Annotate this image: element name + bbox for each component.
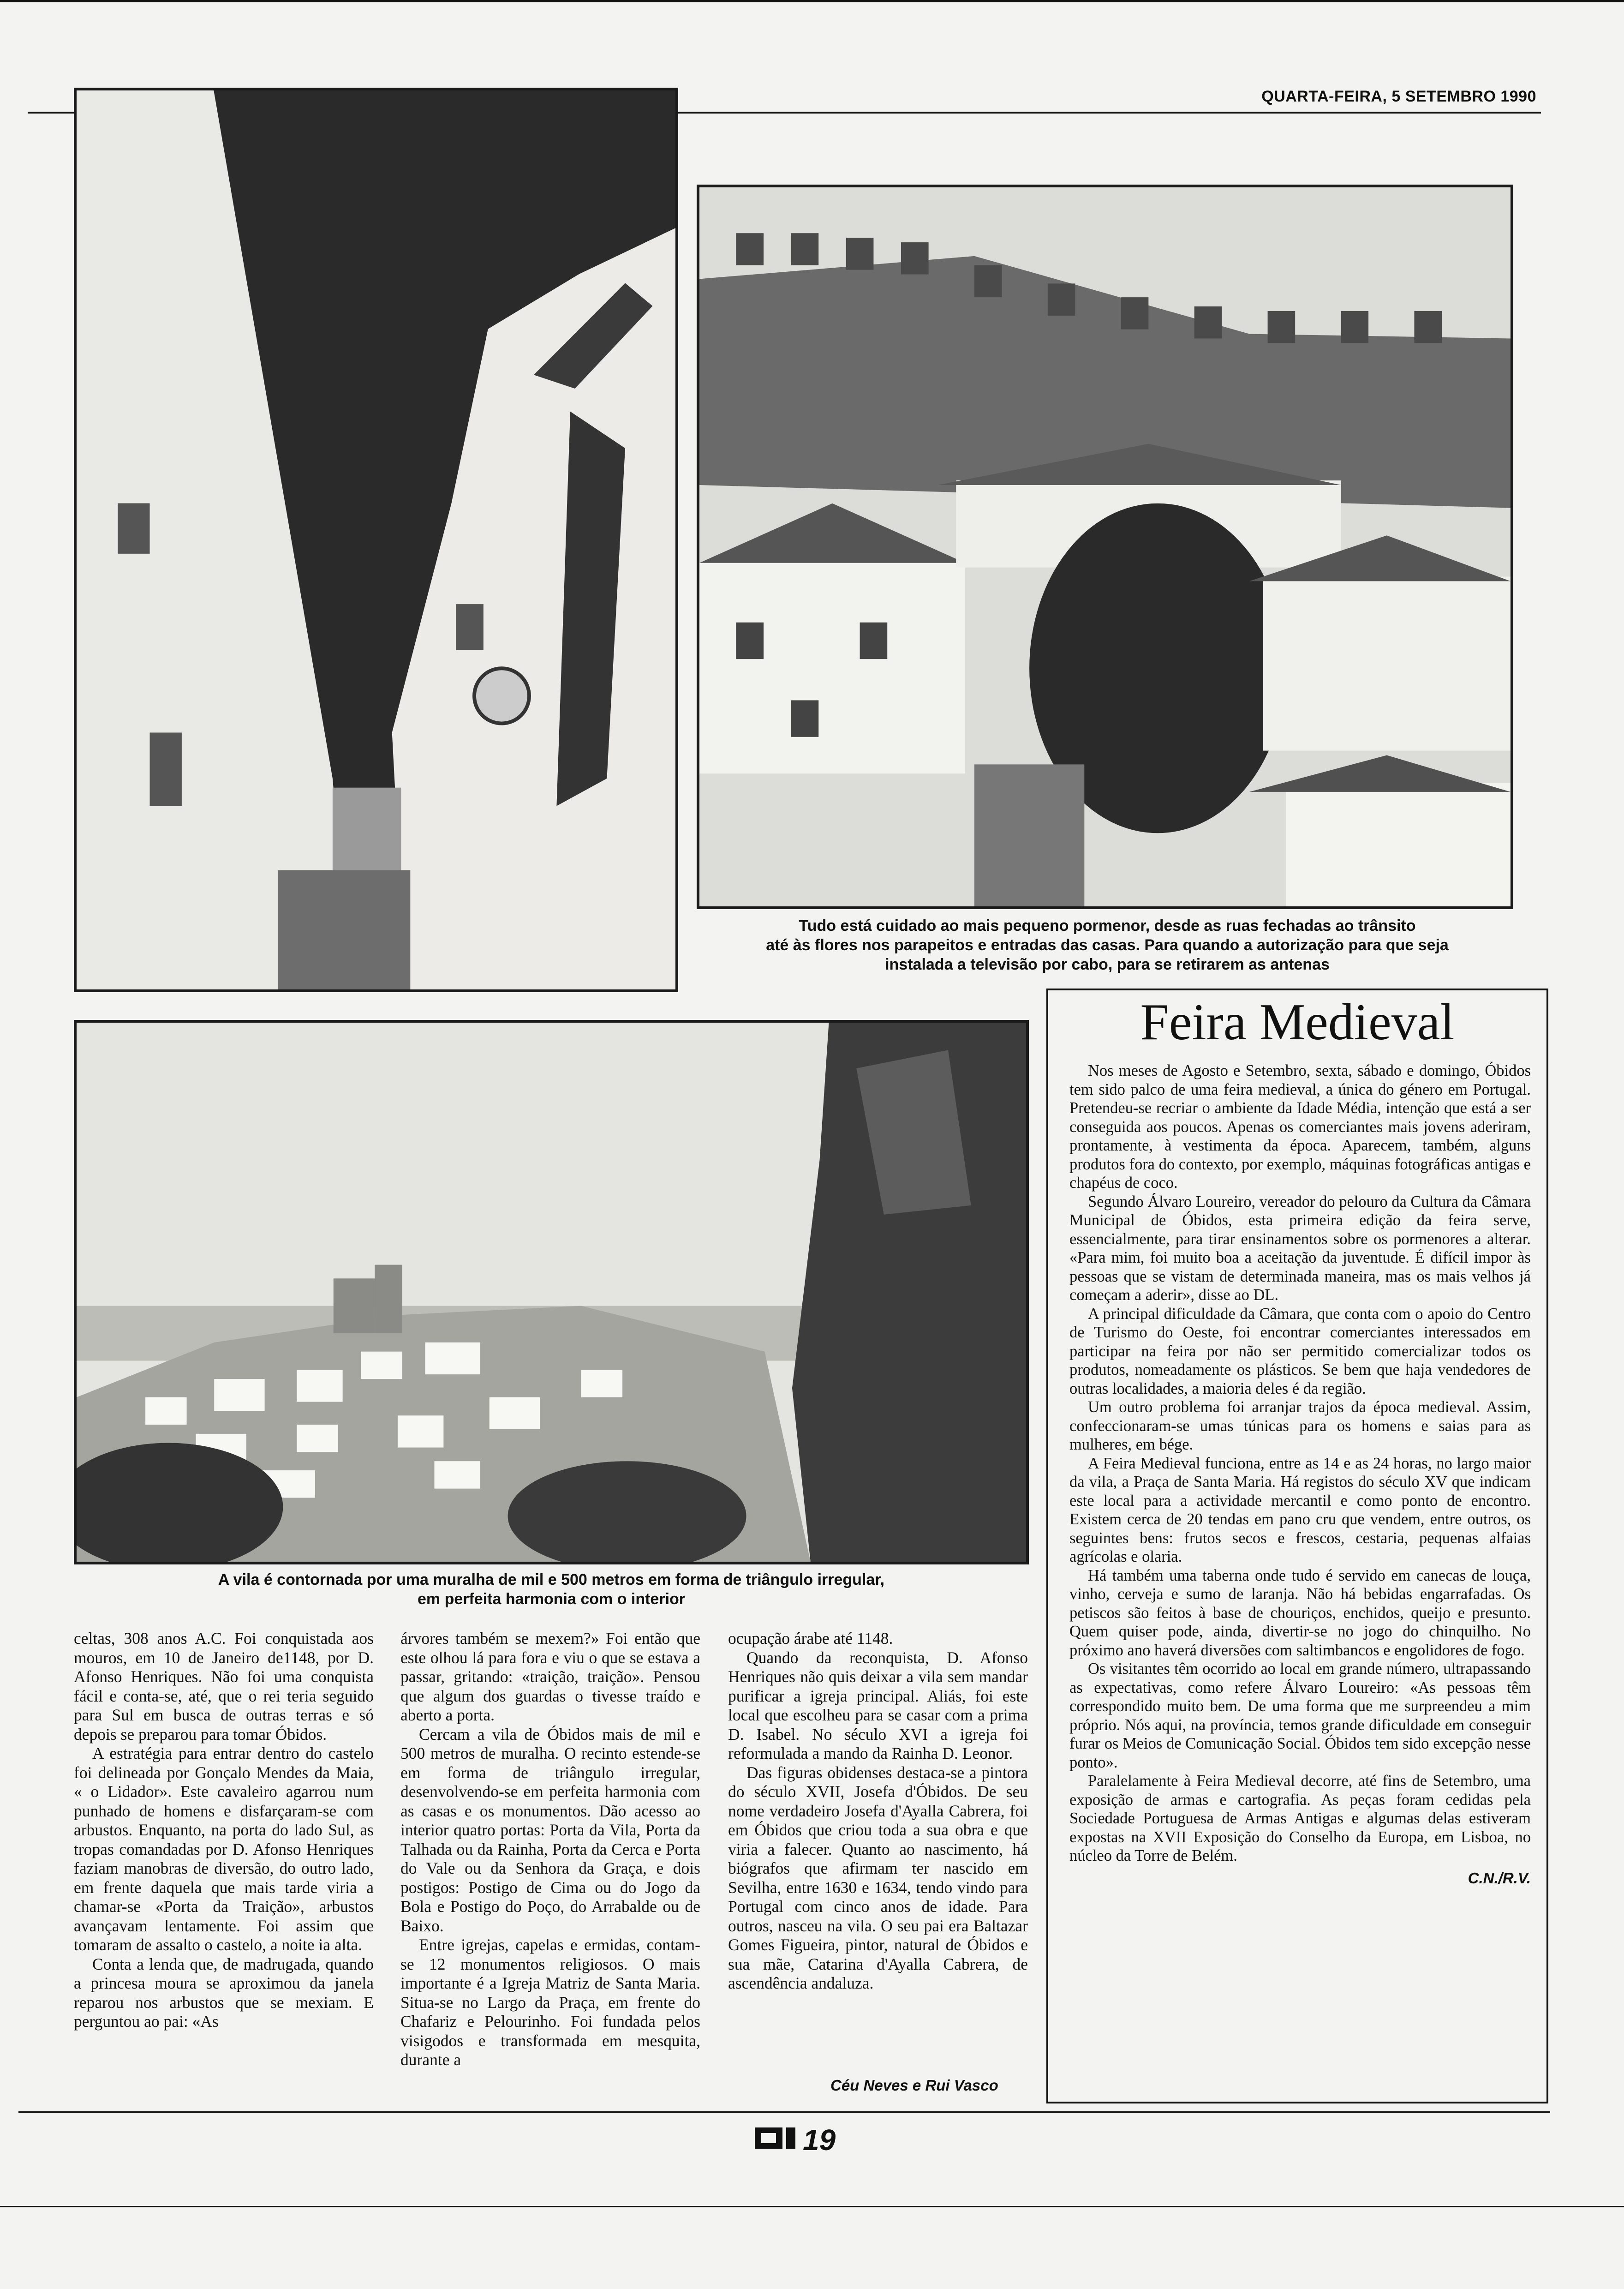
- bottom-rule: [0, 2206, 1624, 2207]
- caption-line: instalada a televisão por cabo, para se retirarem as antenas: [885, 956, 1330, 973]
- caption-line: A vila é contornada por uma muralha de mil e 500 metros em forma de triângulo irregular,: [218, 1571, 885, 1588]
- panorama-photo-caption: [74, 1570, 1029, 1609]
- article-paragraph: árvores também se mexem?» Foi então que este olhou lá para fora e viu o que se estava a passar, gritando: «traição, traição». Pensou que algum dos guardas o tivesse traído e aberto a porta.: [400, 1629, 700, 1724]
- sidebar-signature: C.N./R.V.: [1468, 1869, 1531, 1887]
- castle-photo-caption: [692, 916, 1522, 974]
- top-rule: [0, 0, 1624, 2]
- dateline: QUARTA-FEIRA, 5 SETEMBRO 1990: [1261, 88, 1536, 105]
- sidebar-paragraph: A principal dificuldade da Câmara, que conta com o apoio do Centro de Turismo do Oeste, foi encontrar comerciantes interessados em participar na feira por não ser permitido comercializar todos os produtos, nomeadamente os plásticos. Se bem que haja vendedores de outras localidades, a maioria deles é da região.: [1069, 1305, 1531, 1397]
- castle-wall-photo: [697, 185, 1513, 909]
- sidebar-paragraph: Há também uma taberna onde tudo é servido em canecas de louça, vinho, cerveja e sumo de laranja. Não há bebidas engarrafadas. Os petiscos são feitos à base de chouriços, enchidos, queijo e presunto. Quem quiser pode, ainda, divertir-se no jogo do chinquilho. No próximo ano haverá diversões com saltimbancos e engolidores de fogo.: [1069, 1566, 1531, 1659]
- sidebar-paragraph: Nos meses de Agosto e Setembro, sexta, sábado e domingo, Óbidos tem sido palco de uma feira medieval, a única do género em Portugal. Pretendeu-se recriar o ambiente da Idade Média, intenção que está a ser conseguida aos poucos. Apenas os comerciantes mais jovens aderiram, prontamente, à vestimenta da época. Aparecem, também, alguns produtos fora do contexto, por exemplo, máquinas fotográficas antigas e chapéus de coco.: [1069, 1062, 1531, 1192]
- village-panorama-photo: [74, 1020, 1029, 1564]
- sidebar-paragraph: Segundo Álvaro Loureiro, vereador do pelouro da Cultura da Câmara Municipal de Óbidos, esta primeira edição da feira serve, essencialmente, para tirar ensinamentos sobre os pormenores a alterar. «Para mim, foi muito boa a aceitação da juventude. É difícil impor às pessoas que se vistam de determinada maneira, mas os mais velhos já começam a aderir», disse ao DL.: [1069, 1192, 1531, 1304]
- article-paragraph: Quando da reconquista, D. Afonso Henriques não quis deixar a vila sem mandar purificar a igreja principal. Aliás, foi este local que escolheu para se casar com a prima D. Isabel. No século XVI a igreja foi reformulada a mando da Rainha D. Leonor.: [728, 1648, 1028, 1762]
- article-paragraph: Entre igrejas, capelas e ermidas, contam-se 12 monumentos religiosos. O mais importante é a Igreja Matriz de Santa Maria. Situa-se no Largo da Praça, em frente do Chafariz e Pelourinho. Foi fundada pelos visigodos e transformada em mesquita, durante a: [400, 1935, 700, 2069]
- caption-line: até às flores nos parapeitos e entradas das casas. Para quando a autorização para que seja: [766, 936, 1449, 954]
- article-paragraph: Conta a lenda que, de madrugada, quando a princesa moura se aproximou da janela reparou nos arbustos que se mexiam. E perguntou ao pai: «As: [74, 1954, 374, 2031]
- sidebar-title: Feira Medieval: [1140, 994, 1455, 1051]
- article-byline: Céu Neves e Rui Vasco: [830, 2077, 998, 2094]
- article-paragraph: ocupação árabe até 1148.: [728, 1629, 893, 1648]
- article-paragraph: A estratégia para entrar dentro do castelo foi delineada por Gonçalo Mendes da Maia, « o Lidador». Este cavaleiro agarrou num punhado de homens e disfarçaram-se com arbustos. Enquanto, na porta do lado Sul, as tropas comandadas por D. Afonso Henriques faziam manobras de diversão, do outro lado, em frente daquela que mais tarde viria a chamar-se «Porta da Traição», arbustos avançavam lentamente. Foi assim que tomaram de assalto o castelo, a noite ia alta.: [74, 1744, 374, 1954]
- article-paragraph: Das figuras obidenses destaca-se a pintora do século XVII, Josefa d'Óbidos. De seu nome verdadeiro Josefa d'Ayalla Cabrera, foi em Óbidos que criou toda a sua obra e que viria a falecer. Quanto ao nascimento, há biógrafos que afirmam ter nascido em Sevilha, entre 1630 e 1634, tendo vindo para Portugal com cinco anos de idade. Para outros, nasceu na vila. O seu pai era Baltazar Gomes Figueira, pintor, natural de Óbidos e sua mãe, Catarina d'Ayalla Cabrera, de ascendência andaluza.: [728, 1763, 1028, 1992]
- article-paragraph: Cercam a vila de Óbidos mais de mil e 500 metros de muralha. O recinto estende-se em forma de triângulo irregular, desenvolvendo-se em perfeita harmonia com as casas e os monumentos. Dão acesso ao interior quatro portas: Porta da Vila, Porta da Talhada ou da Rainha, Porta da Cerca e Porta do Vale ou da Senhora da Graça, e dois postigos: Postigo de Cima ou do Jogo da Bola e Postigo do Poço, do Arrabalde ou de Baixo.: [400, 1725, 700, 1935]
- street-photo: [74, 88, 678, 992]
- article-column-2: [400, 1629, 700, 2070]
- sidebar-paragraph: A Feira Medieval funciona, entre as 14 e as 24 horas, no largo maior da vila, a Praça de Santa Maria. Há registos do século XV que indicam este local para a actividade mercantil e como ponto de encontro. Existem cerca de 20 tendas em pano cru que vendem, entre outros, os seguintes bens: frutos secos e frescos, cestaria, pequenas alfaias agrícolas e olaria.: [1069, 1454, 1531, 1565]
- page-number: 19: [803, 2123, 836, 2157]
- article-paragraph: celtas, 308 anos A.C. Foi conquistada aos mouros, em 10 de Janeiro de1148, por D. Afonso Henriques. Não foi uma conquista fácil e conta-se, até, que o rei teria seguido para Sul em busca de outras terras e só depois se preparou para tomar Óbidos.: [74, 1629, 374, 1744]
- caption-line: Tudo está cuidado ao mais pequeno pormenor, desde as ruas fechadas ao trânsito: [799, 917, 1416, 935]
- footer-rule: [18, 2111, 1550, 2113]
- sidebar-paragraph: Paralelamente à Feira Medieval decorre, até fins de Setembro, uma exposição de armas e cartografia. As peças foram cedidas pela Sociedade Portuguesa de Armas Antigas e algumas delas estiveram expostas na XVII Exposição do Conselho da Europa, em Lisboa, no núcleo da Torre de Belém.: [1069, 1772, 1531, 1864]
- article-column-3: [728, 1629, 1028, 1993]
- sidebar-paragraph: Os visitantes têm ocorrido ao local em grande número, ultrapassando as expectativas, como refere Álvaro Loureiro: «As pessoas têm correspondido muito bem. De uma forma que me surpreendeu a mim próprio. Nós aqui, na província, temos grande dificuldade em conseguir furar os Meios de Comunicação Social. Óbidos tem sido excepção nesse ponto».: [1069, 1660, 1531, 1771]
- article-column-1: [74, 1629, 374, 2031]
- sidebar-text: [1069, 1061, 1531, 1888]
- caption-line: em perfeita harmonia com o interior: [417, 1590, 686, 1608]
- sidebar-paragraph: Um outro problema foi arranjar trajos da época medieval. Assim, confeccionaram-se umas túnicas para os homens e saias para as mulheres, em bége.: [1069, 1398, 1531, 1453]
